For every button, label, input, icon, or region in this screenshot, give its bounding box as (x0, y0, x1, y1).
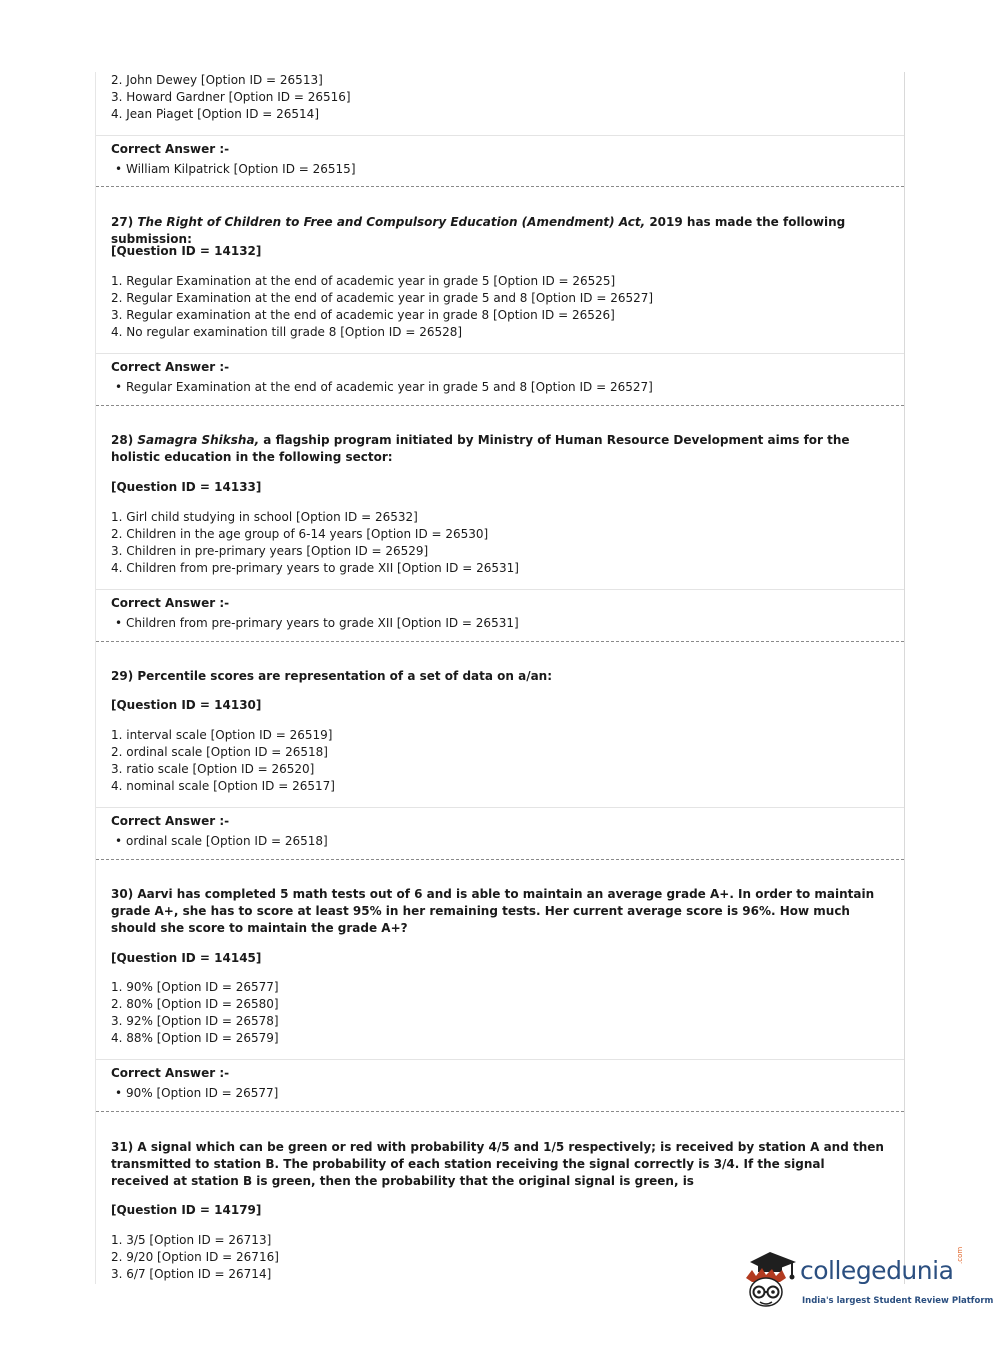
option-line: 4. No regular examination till grade 8 [Option ID = 26528] (111, 325, 463, 339)
question-29-text (111, 668, 904, 685)
question-30-answer (111, 1065, 904, 1102)
question-separator (96, 641, 904, 642)
correct-answer-label: Correct Answer :- (111, 814, 230, 828)
question-31-text (111, 1139, 904, 1190)
question-27-id (111, 243, 904, 260)
question-separator (96, 405, 904, 406)
question-text: a flagship program initiated by Ministry of Human Resource Development aims for the holistic education in the following sector: (111, 433, 850, 464)
option-line: 4. nominal scale [Option ID = 26517] (111, 779, 335, 793)
mascot-icon (740, 1248, 800, 1312)
correct-answer-row (111, 615, 904, 632)
correct-answer-label: Correct Answer :- (111, 142, 230, 156)
bullet-icon: • (114, 1086, 123, 1100)
option-line: 2. Regular Examination at the end of academic year in grade 5 and 8 [Option ID = 26527] (111, 291, 654, 305)
question-30-options (111, 979, 904, 1047)
question-28-id (111, 479, 904, 496)
question-id: [Question ID = 14179] (111, 1203, 262, 1217)
option-line: 3. 92% [Option ID = 26578] (111, 1014, 279, 1028)
option-line: 1. 3/5 [Option ID = 26713] (111, 1233, 272, 1247)
correct-answer-text: ordinal scale [Option ID = 26518] (126, 834, 328, 848)
option-line: 1. 90% [Option ID = 26577] (111, 980, 279, 994)
option-line: 3. ratio scale [Option ID = 26520] (111, 762, 315, 776)
question-number: 31) (111, 1140, 134, 1154)
question-id: [Question ID = 14133] (111, 480, 262, 494)
question-italic-text: Samagra Shiksha, (137, 433, 260, 447)
question-number: 28) (111, 433, 134, 447)
question-29-options (111, 727, 904, 795)
option-line: 1. Regular Examination at the end of academic year in grade 5 [Option ID = 26525] (111, 274, 616, 288)
question-separator (96, 859, 904, 860)
question-number: 29) (111, 669, 134, 683)
question-number: 27) (111, 215, 134, 229)
option-line: 1. interval scale [Option ID = 26519] (111, 728, 333, 742)
question-text: A signal which can be green or red with probability 4/5 and 1/5 respectively; is received by station A and then transmitted to station B. The probability of each station receiving the signal correctly is 3/4. If the signal received at station B is green, then the probability that the original signal is green, is (111, 1140, 884, 1188)
correct-answer-text: Regular Examination at the end of academic year in grade 5 and 8 [Option ID = 26527] (126, 380, 653, 394)
question-28-options (111, 509, 904, 577)
prev-question-options (111, 72, 904, 123)
prev-correct-answer (111, 141, 904, 178)
bullet-icon: • (114, 162, 123, 176)
option-line: 3. Regular examination at the end of academic year in grade 8 [Option ID = 26526] (111, 308, 615, 322)
question-id: [Question ID = 14130] (111, 698, 262, 712)
section-divider (96, 589, 904, 590)
question-paper-page (95, 72, 905, 1284)
bullet-icon: • (114, 616, 123, 630)
logo-wordmark: collegedunia (800, 1256, 954, 1285)
section-divider (96, 807, 904, 808)
option-line: 4. 88% [Option ID = 26579] (111, 1031, 279, 1045)
question-28-text (111, 432, 904, 466)
option-line: 2. John Dewey [Option ID = 26513] (111, 73, 323, 87)
section-divider (96, 353, 904, 354)
question-id: [Question ID = 14145] (111, 951, 262, 965)
bullet-icon: • (114, 834, 123, 848)
question-27-options (111, 273, 904, 341)
question-text: Percentile scores are representation of a set of data on a/an: (137, 669, 553, 683)
question-28-answer (111, 595, 904, 632)
logo-suffix: .com (956, 1246, 964, 1264)
correct-answer-label: Correct Answer :- (111, 1066, 230, 1080)
option-line: 2. Children in the age group of 6-14 years [Option ID = 26530] (111, 527, 489, 541)
question-separator (96, 1111, 904, 1112)
option-line: 3. Children in pre-primary years [Option ID = 26529] (111, 544, 429, 558)
question-27-answer (111, 359, 904, 396)
question-29-id (111, 697, 904, 714)
option-line: 4. Children from pre-primary years to grade XII [Option ID = 26531] (111, 561, 519, 575)
option-line: 2. ordinal scale [Option ID = 26518] (111, 745, 328, 759)
option-line: 2. 80% [Option ID = 26580] (111, 997, 279, 1011)
section-divider (96, 1059, 904, 1060)
collegedunia-logo (740, 1246, 994, 1318)
question-id: [Question ID = 14132] (111, 244, 262, 258)
option-line: 3. 6/7 [Option ID = 26714] (111, 1267, 272, 1281)
correct-answer-row (111, 379, 904, 396)
question-30-text (111, 886, 904, 937)
section-divider (96, 135, 904, 136)
correct-answer-text: William Kilpatrick [Option ID = 26515] (126, 162, 356, 176)
correct-answer-label: Correct Answer :- (111, 360, 230, 374)
option-line: 4. Jean Piaget [Option ID = 26514] (111, 107, 320, 121)
question-number: 30) (111, 887, 134, 901)
option-line: 3. Howard Gardner [Option ID = 26516] (111, 90, 351, 104)
question-30-id (111, 950, 904, 967)
question-separator (96, 186, 904, 187)
option-line: 1. Girl child studying in school [Option ID = 26532] (111, 510, 418, 524)
correct-answer-row (111, 833, 904, 850)
question-text: Aarvi has completed 5 math tests out of 6 and is able to maintain an average grade A+. In order to maintain grade A+, she has to score at least 95% in her remaining tests. Her current average score is 96%. How much should she score to maintain the grade A+? (111, 887, 875, 935)
question-italic-text: The Right of Children to Free and Compulsory Education (Amendment) Act, (137, 215, 646, 229)
correct-answer-label: Correct Answer :- (111, 596, 230, 610)
question-text: 2019 has made the following submission: (111, 215, 846, 246)
option-line: 2. 9/20 [Option ID = 26716] (111, 1250, 279, 1264)
correct-answer-row (111, 1085, 904, 1102)
correct-answer-text: 90% [Option ID = 26577] (126, 1086, 279, 1100)
correct-answer-text: Children from pre-primary years to grade XII [Option ID = 26531] (126, 616, 519, 630)
question-31-id (111, 1202, 904, 1219)
question-29-answer (111, 813, 904, 850)
bullet-icon: • (114, 380, 123, 394)
correct-answer-row (111, 161, 904, 178)
logo-tagline: India's largest Student Review Platform (802, 1296, 994, 1306)
